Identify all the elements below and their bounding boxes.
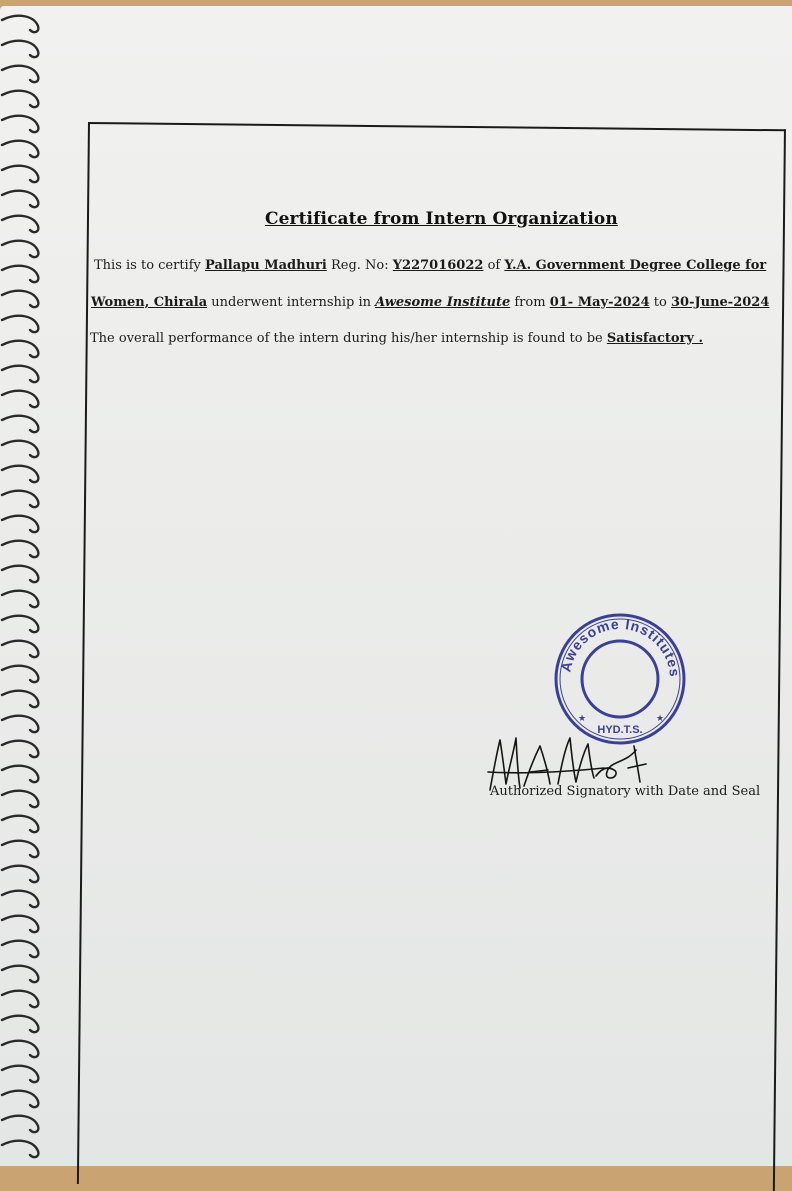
college-name-continued: Women, Chirala	[91, 295, 208, 310]
signatory-label: Authorized Signatory with Date and Seal	[490, 784, 761, 799]
institute-seal	[552, 611, 688, 747]
end-date: 30-June-2024	[670, 295, 770, 310]
spiral-coil	[2, 991, 38, 1007]
spiral-coil	[2, 16, 38, 32]
spiral-coil	[2, 891, 38, 907]
spiral-coil	[2, 616, 38, 632]
certificate-line-1: This is to certify Pallapu Madhuri Reg. No: Y227016022 of Y.A. Government Degree College for	[94, 258, 767, 273]
spiral-coil	[2, 741, 38, 757]
spiral-coil	[2, 441, 38, 457]
spiral-coil	[2, 166, 38, 182]
spiral-coil	[2, 41, 38, 57]
spiral-coil	[2, 191, 38, 207]
spiral-coil	[2, 341, 38, 357]
registration-number: Y227016022	[392, 258, 484, 273]
student-name: Pallapu Madhuri	[205, 258, 327, 273]
spiral-coil	[2, 1091, 38, 1107]
spiral-coil	[2, 241, 38, 257]
spiral-coil	[2, 591, 38, 607]
spiral-coil	[2, 941, 38, 957]
seal-place: HYD.T.S.	[597, 724, 643, 736]
spiral-coil	[2, 916, 38, 932]
certificate-line-3: The overall performance of the intern during his/her internship is found to be Satisfactory .	[90, 331, 703, 346]
spiral-coil	[2, 716, 38, 732]
spiral-coil	[2, 516, 38, 532]
spiral-coil	[2, 791, 38, 807]
spiral-coil	[2, 491, 38, 507]
spiral-binding	[0, 6, 48, 1166]
spiral-coil	[2, 841, 38, 857]
spiral-coil	[2, 641, 38, 657]
certificate-title: Certificate from Intern Organization	[265, 209, 618, 229]
seal-star-icon: ★	[578, 714, 587, 724]
spiral-coil	[2, 691, 38, 707]
spiral-coil	[2, 1116, 38, 1132]
seal-text: Awesome Institutes	[557, 615, 684, 679]
spiral-coil	[2, 366, 38, 382]
spiral-coil	[2, 966, 38, 982]
svg-text:Awesome Institutes	[557, 616, 683, 678]
spiral-coil	[2, 766, 38, 782]
spiral-coil	[2, 141, 38, 157]
spiral-coil	[2, 391, 38, 407]
spiral-coil	[2, 216, 38, 232]
spiral-coil	[2, 466, 38, 482]
spiral-coil	[2, 1141, 38, 1157]
spiral-coil	[2, 541, 38, 557]
start-date: 01- May-2024	[549, 295, 650, 310]
spiral-coil	[2, 1041, 38, 1057]
spiral-coil	[2, 91, 38, 107]
seal-star-icon: ★	[656, 714, 665, 724]
spiral-coil	[2, 116, 38, 132]
spiral-coil	[2, 416, 38, 432]
organization-name: Awesome Institute	[375, 295, 511, 310]
spiral-coil	[2, 316, 38, 332]
spiral-coil	[2, 266, 38, 282]
spiral-coil	[2, 666, 38, 682]
spiral-coil	[2, 291, 38, 307]
spiral-coil	[2, 66, 38, 82]
college-name: Y.A. Government Degree College for	[504, 258, 767, 273]
spiral-coil	[2, 1016, 38, 1032]
spiral-coil	[2, 1066, 38, 1082]
spiral-coil	[2, 866, 38, 882]
certificate-line-2: Women, Chirala underwent internship in Awesome Institute from 01- May-2024 to 30-June-2024	[91, 295, 770, 310]
certificate-page	[0, 6, 792, 1166]
spiral-coil	[2, 816, 38, 832]
performance-result: Satisfactory .	[606, 331, 703, 346]
spiral-coil	[2, 566, 38, 582]
